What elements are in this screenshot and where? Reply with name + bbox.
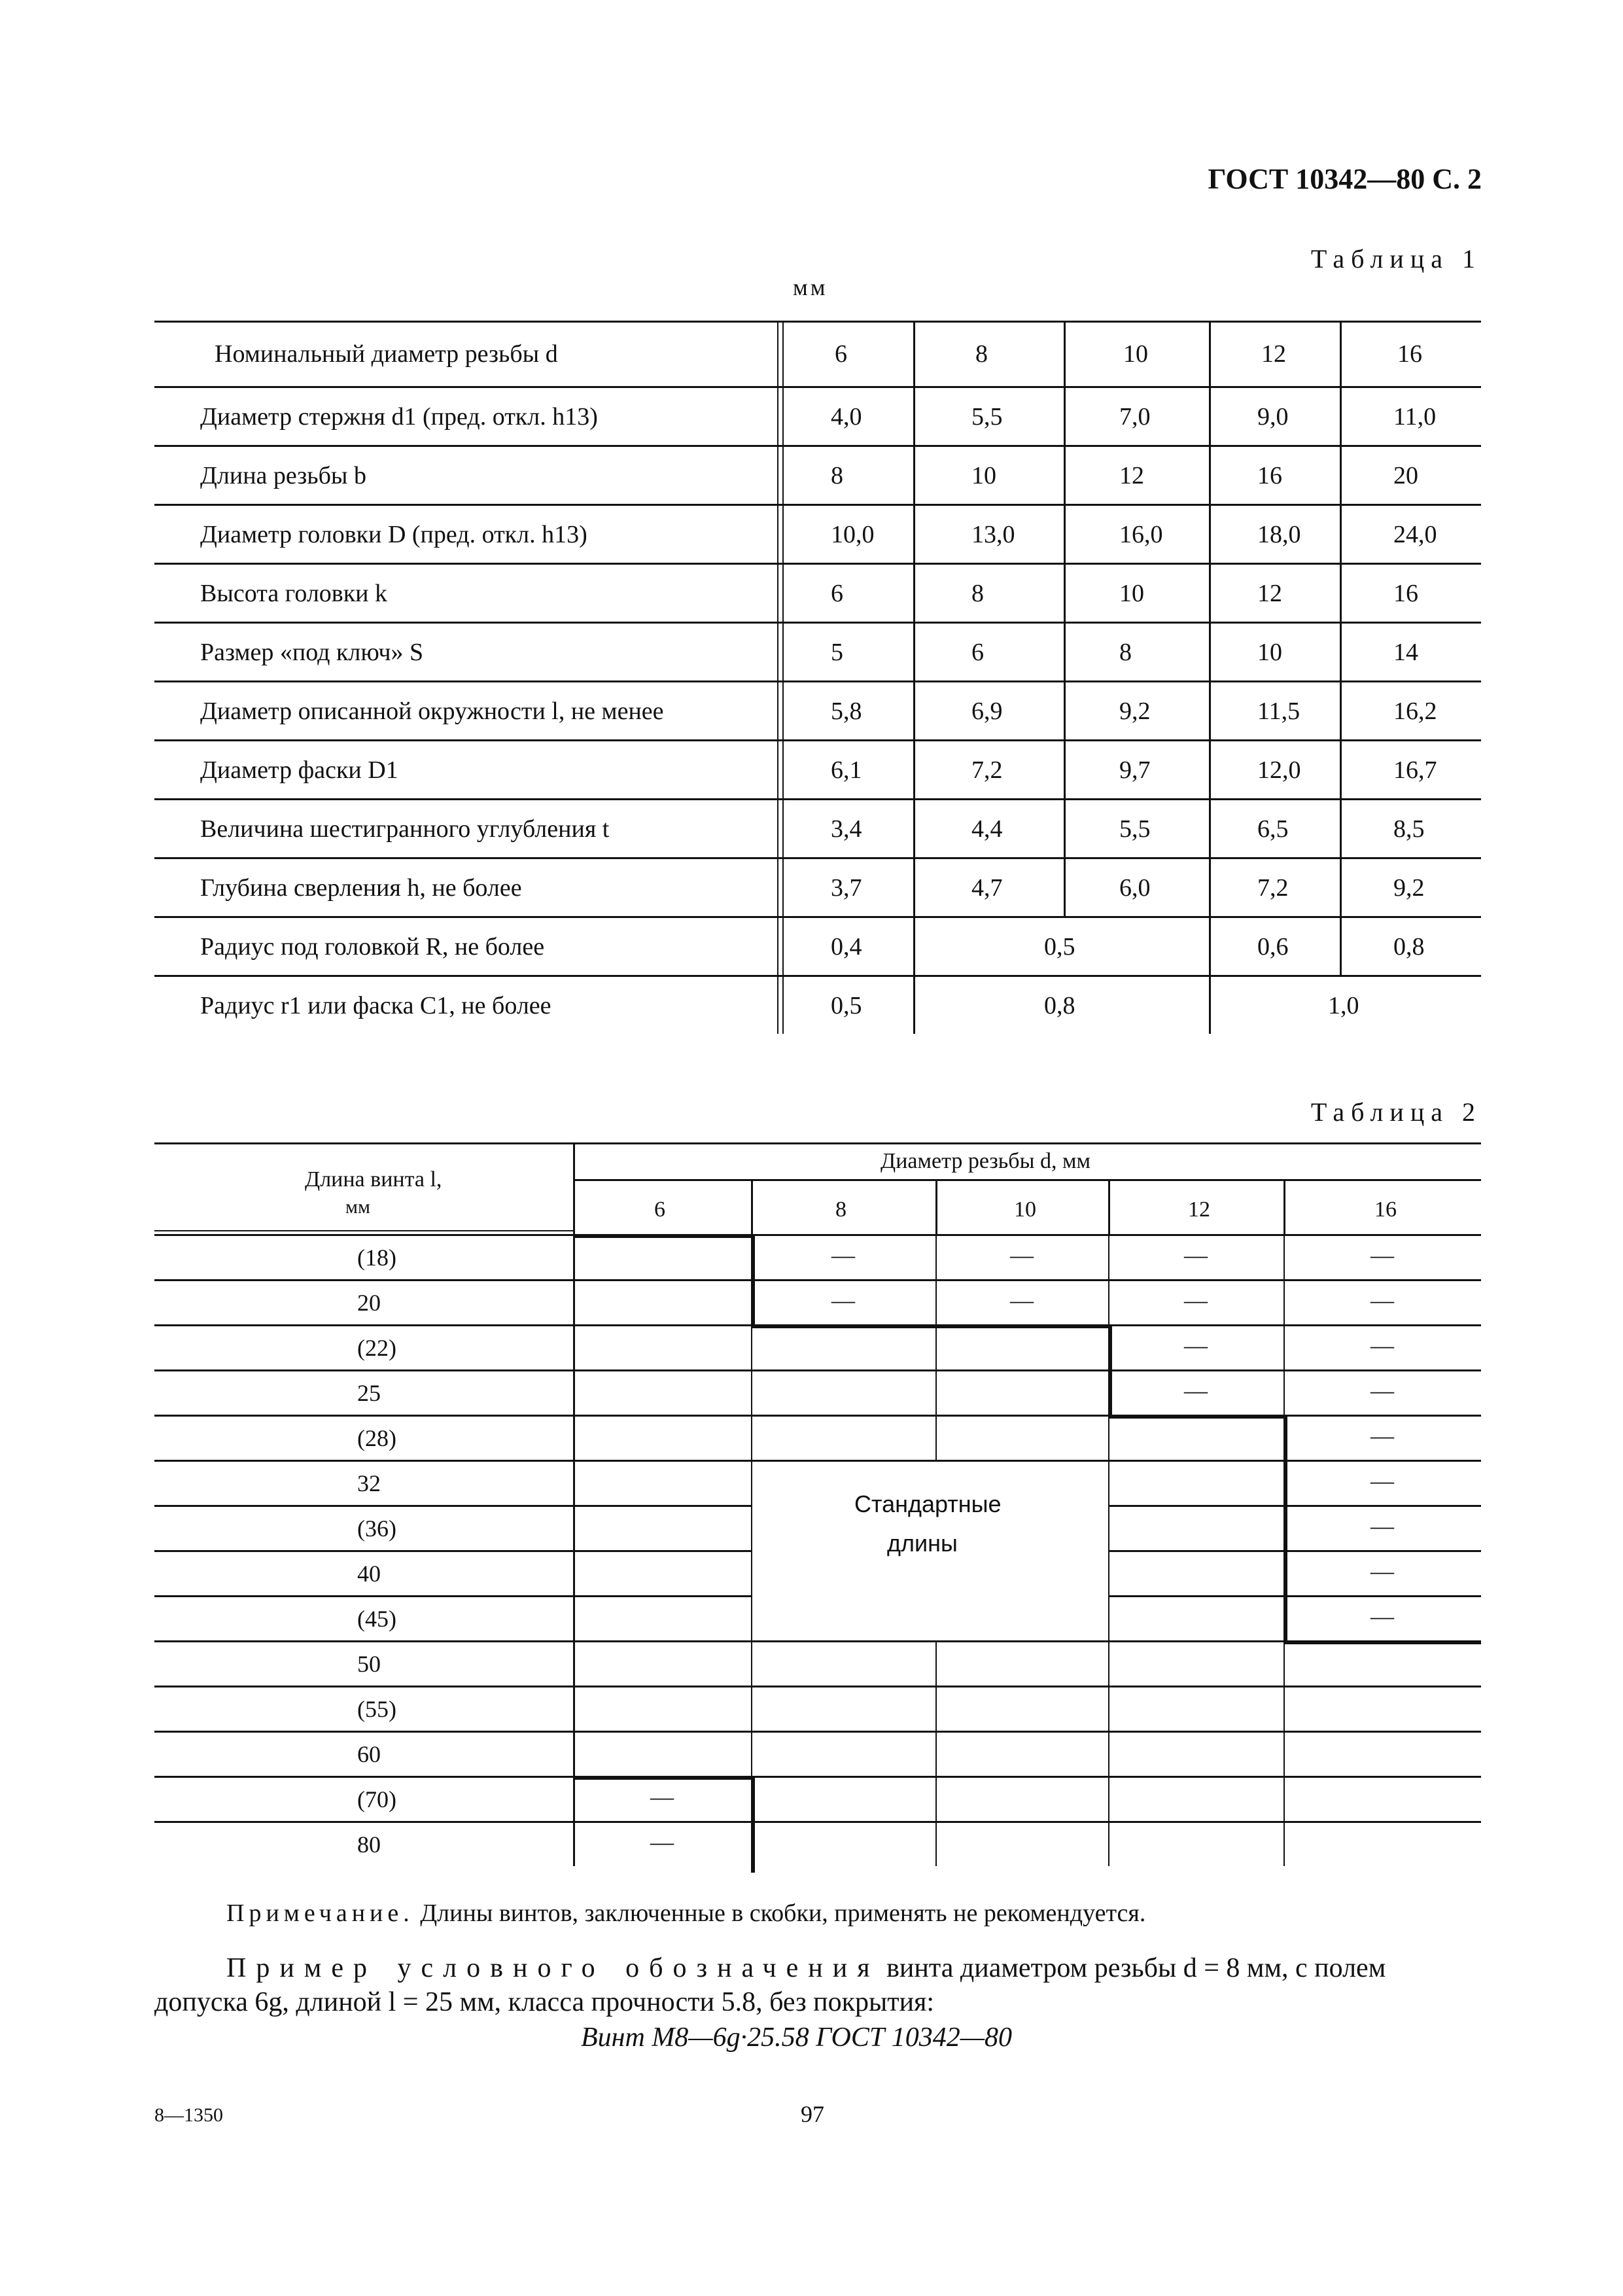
- table1-row-label: Высота головки k: [200, 580, 388, 607]
- table1-cell: 12: [1119, 462, 1144, 489]
- table1-cell: 6,5: [1257, 815, 1289, 843]
- table2-dash: —: [1370, 1332, 1394, 1358]
- table1-cell: 9,0: [1257, 403, 1289, 431]
- table2-head-col-rule: [935, 1179, 937, 1234]
- table2-row-rule: [573, 1415, 1481, 1417]
- table1-cell: 7,0: [1119, 403, 1151, 431]
- table1-cell: 8: [831, 462, 843, 489]
- table2-stair-rule: [573, 1776, 755, 1780]
- example-line-2: допуска 6g, длиной l = 25 мм, класса прочности 5.8, без покрытия:: [154, 1987, 935, 2017]
- table2: [154, 1142, 1481, 1888]
- table1-head-label: Номинальный диаметр резьбы d: [215, 340, 558, 368]
- table1-cell: 5,5: [1119, 815, 1151, 843]
- table2-row-rule: [573, 1369, 1481, 1371]
- example-word-2: условного: [397, 1953, 605, 1983]
- table1-divider: [782, 321, 784, 1034]
- table1-cell: 0,5: [831, 992, 862, 1019]
- table1-row-rule: [154, 857, 1481, 859]
- table1-cell: 14: [1393, 639, 1418, 666]
- table1-cell: 24,0: [1393, 521, 1437, 548]
- table1-cell: 12: [1257, 580, 1282, 607]
- table2-col-rule: [935, 1234, 937, 1460]
- table1-cell: 6,0: [1119, 874, 1151, 902]
- table1-cell: 13,0: [971, 521, 1015, 548]
- table1-row-label: Длина резьбы b: [200, 462, 366, 489]
- document-header: ГОСТ 10342—80 С. 2: [1208, 163, 1482, 195]
- table2-head-col-rule: [1283, 1179, 1285, 1234]
- table1-row-label: Диаметр фаски D1: [200, 756, 398, 784]
- table1-cell: 6,9: [971, 698, 1003, 725]
- table1-cell: 0,4: [831, 933, 862, 961]
- table1-row-label: Радиус r1 или фаска C1, не более: [200, 992, 551, 1019]
- note-text: Длины винтов, заключенные в скобки, применять не рекомендуется.: [420, 1899, 1146, 1927]
- table2-stair-rule: [751, 1776, 755, 1873]
- table1-cell: 1,0: [1328, 992, 1359, 1019]
- table1-cell: 6,1: [831, 756, 862, 784]
- table1: [154, 321, 1481, 1040]
- table2-row-rule: [154, 1821, 573, 1823]
- table2-stair-rule: [573, 1234, 755, 1238]
- table1-cell: 7,2: [971, 756, 1003, 784]
- table2-length: (45): [357, 1606, 396, 1632]
- table1-row-rule: [154, 975, 1481, 977]
- table1-unit: мм: [793, 274, 828, 300]
- table2-head-diameter: 16: [1374, 1197, 1397, 1222]
- table2-length: 50: [357, 1651, 381, 1677]
- table1-col-rule: [1064, 321, 1066, 916]
- table2-row-rule: [154, 1279, 573, 1281]
- table2-dash: —: [1184, 1287, 1208, 1313]
- table1-cell: 10,0: [831, 521, 875, 548]
- table2-row-rule: [154, 1550, 573, 1552]
- table2-row-rule: [573, 1821, 1481, 1823]
- table2-length: 60: [357, 1741, 381, 1767]
- table2-row-rule: [154, 1324, 573, 1326]
- table1-row-rule: [154, 386, 1481, 388]
- table1-cell: 11,0: [1393, 403, 1437, 431]
- table2-length: 80: [357, 1831, 381, 1858]
- table1-row-label: Диаметр описанной окружности l, не менее: [200, 698, 664, 725]
- table1-cell: 3,4: [831, 815, 862, 843]
- table1-row-rule: [154, 445, 1481, 447]
- table1-divider: [777, 321, 778, 1034]
- table2-row-rule: [1108, 1505, 1481, 1507]
- table2-length-label: Длина винта l,: [305, 1167, 442, 1192]
- table2-row-rule: [1108, 1550, 1481, 1552]
- note: [226, 1899, 1145, 1928]
- table1-col-rule: [1209, 916, 1211, 975]
- table1-cell: 16,2: [1393, 698, 1437, 725]
- table2-head-col-rule: [1108, 1179, 1110, 1234]
- table2-row-rule: [154, 1686, 573, 1687]
- table2-col-rule: [751, 1234, 752, 1866]
- table2-col-rule: [935, 1640, 937, 1866]
- table1-cell: 6: [831, 580, 843, 607]
- table2-head-diameter: 8: [835, 1197, 846, 1222]
- table1-cell: 0,8: [1393, 933, 1425, 961]
- table1-row-rule: [154, 739, 1481, 741]
- table2-row-rule: [573, 1686, 1481, 1687]
- table1-col-rule: [1340, 916, 1342, 975]
- table2-row-rule: [154, 1415, 573, 1417]
- table2-row-rule: [154, 1460, 573, 1462]
- table2-length: 40: [357, 1561, 381, 1587]
- table1-cell: 16,7: [1393, 756, 1437, 784]
- table1-top-rule: [154, 321, 1481, 323]
- table1-col-rule: [1209, 975, 1211, 1034]
- table2-length-unit: мм: [345, 1196, 370, 1218]
- table1-row-label: Глубина сверления h, не более: [200, 874, 522, 902]
- example-designation: Винт М8—6g·25.58 ГОСТ 10342—80: [581, 2022, 1013, 2053]
- table2-dash: —: [1370, 1558, 1394, 1584]
- table1-head-diameter: 10: [1123, 340, 1148, 368]
- table2-dash: —: [1184, 1332, 1208, 1358]
- table1-cell: 5,5: [971, 403, 1003, 431]
- table1-cell: 10: [1119, 580, 1144, 607]
- table1-cell: 9,7: [1119, 756, 1151, 784]
- table2-row-rule: [154, 1731, 573, 1733]
- table2-dash: —: [831, 1242, 855, 1268]
- table1-cell: 4,7: [971, 874, 1003, 902]
- table2-dash: —: [1370, 1242, 1394, 1268]
- table1-cell: 0,5: [1044, 933, 1075, 961]
- table2-stair-rule: [1283, 1640, 1481, 1644]
- table1-cell: 8: [1119, 639, 1132, 666]
- table2-row-rule: [154, 1640, 573, 1642]
- table2-length: (22): [357, 1335, 396, 1361]
- table1-caption: Таблица 1: [1310, 244, 1482, 274]
- example-line-1: [226, 1952, 1386, 1984]
- table2-row-rule: [154, 1505, 573, 1507]
- table2-dash: —: [1010, 1287, 1034, 1313]
- table2-dash: —: [1370, 1468, 1394, 1494]
- table1-cell: 10: [1257, 639, 1282, 666]
- table1-cell: 3,7: [831, 874, 862, 902]
- table1-cell: 16,0: [1119, 521, 1163, 548]
- table2-length: 32: [357, 1470, 381, 1496]
- table1-cell: 16: [1393, 580, 1418, 607]
- table2-diam-label: Диаметр резьбы d, мм: [881, 1149, 1091, 1173]
- table2-dash: —: [1184, 1242, 1208, 1268]
- table2-row-rule: [573, 1279, 1481, 1281]
- table2-dash: —: [1370, 1287, 1394, 1313]
- table1-cell: 0,8: [1044, 992, 1075, 1019]
- table1-cell: 7,2: [1257, 874, 1289, 902]
- table2-dash: —: [650, 1829, 674, 1855]
- table1-cell: 5: [831, 639, 843, 666]
- table2-row-rule: [1108, 1595, 1481, 1597]
- table1-head-diameter: 8: [975, 340, 988, 368]
- table1-col-rule: [1209, 321, 1211, 916]
- table1-row-rule: [154, 916, 1481, 918]
- table2-length: (55): [357, 1696, 396, 1722]
- table2-dash: —: [1370, 1377, 1394, 1404]
- example-word-3: обозначения: [625, 1953, 880, 1983]
- table2-row-rule: [154, 1776, 573, 1778]
- table2-row-rule: [154, 1595, 573, 1597]
- table1-cell: 4,4: [971, 815, 1003, 843]
- table1-cell: 5,8: [831, 698, 862, 725]
- table1-cell: 4,0: [831, 403, 862, 431]
- table2-top-rule: [154, 1142, 1481, 1144]
- table2-head-diameter: 10: [1014, 1197, 1036, 1222]
- table2-head-bottom-rule: [154, 1234, 1481, 1236]
- table1-row-rule: [154, 622, 1481, 624]
- table1-cell: 20: [1393, 462, 1418, 489]
- table2-row-rule: [154, 1369, 573, 1371]
- table2-length: (36): [357, 1515, 396, 1542]
- table1-col-rule: [913, 975, 915, 1034]
- table2-head-rule: [573, 1179, 1481, 1181]
- table1-col-rule: [913, 321, 915, 916]
- table2-stair-rule: [751, 1234, 755, 1324]
- table2-length: (18): [357, 1245, 396, 1271]
- table1-head-diameter: 12: [1261, 340, 1286, 368]
- table1-col-rule: [913, 916, 915, 975]
- table2-stair-rule: [751, 1324, 1112, 1328]
- table2-dash: —: [1010, 1242, 1034, 1268]
- table1-cell: 11,5: [1257, 698, 1300, 725]
- table2-head-col-rule: [751, 1179, 753, 1234]
- table1-head-diameter: 16: [1397, 340, 1422, 368]
- example-word-1: Пример: [226, 1953, 377, 1983]
- footer-code: 8—1350: [154, 2104, 223, 2126]
- table2-region-label: Стандартные: [854, 1491, 1002, 1517]
- table1-row-label: Размер «под ключ» S: [200, 639, 424, 666]
- table2-dash: —: [831, 1287, 855, 1313]
- table1-row-rule: [154, 504, 1481, 506]
- table2-stair-rule: [1108, 1415, 1287, 1419]
- page-number: 97: [801, 2101, 824, 2127]
- table1-cell: 9,2: [1119, 698, 1151, 725]
- table1-row-rule: [154, 798, 1481, 800]
- table2-head-diameter: 6: [654, 1197, 665, 1222]
- note-prefix: Примечание.: [226, 1899, 414, 1927]
- example-line1-rest: винта диаметром резьбы d = 8 мм, с полем: [886, 1953, 1386, 1983]
- table2-row-rule: [573, 1460, 1481, 1462]
- table2-region-label: длины: [887, 1530, 958, 1557]
- table2-caption: Таблица 2: [1310, 1097, 1482, 1127]
- table1-head-diameter: 6: [835, 340, 847, 368]
- table1-row-label: Диаметр стержня d1 (пред. откл. h13): [200, 403, 598, 431]
- table1-row-rule: [154, 680, 1481, 682]
- table1-cell: 9,2: [1393, 874, 1425, 902]
- table1-cell: 16: [1257, 462, 1282, 489]
- table2-row-rule: [573, 1505, 751, 1507]
- table1-cell: 8: [971, 580, 984, 607]
- table1-cell: 12,0: [1257, 756, 1301, 784]
- table2-dash: —: [1370, 1513, 1394, 1539]
- table2-length: (70): [357, 1786, 396, 1812]
- table1-cell: 0,6: [1257, 933, 1289, 961]
- table1-row-label: Диаметр головки D (пред. откл. h13): [200, 521, 587, 548]
- table2-length: (28): [357, 1425, 396, 1451]
- table1-cell: 10: [971, 462, 996, 489]
- table2-length: 20: [357, 1290, 381, 1316]
- table2-dash: —: [1370, 1422, 1394, 1449]
- table2-label-divider: [573, 1142, 575, 1866]
- table1-row-label: Величина шестигранного углубления t: [200, 815, 610, 843]
- table2-dash: —: [650, 1784, 674, 1810]
- table2-dash: —: [1184, 1377, 1208, 1404]
- table2-head-double-rule: [154, 1230, 573, 1231]
- table2-stair-rule: [1283, 1415, 1287, 1640]
- table2-length: 25: [357, 1380, 381, 1406]
- table2-row-rule: [573, 1731, 1481, 1733]
- table1-cell: 18,0: [1257, 521, 1301, 548]
- table2-dash: —: [1370, 1603, 1394, 1629]
- table1-cell: 6: [971, 639, 984, 666]
- table2-row-rule: [573, 1550, 751, 1552]
- table1-row-label: Радиус под головкой R, не более: [200, 933, 545, 961]
- table2-head-diameter: 12: [1188, 1197, 1210, 1222]
- table2-stair-rule: [1108, 1324, 1112, 1415]
- table1-row-rule: [154, 563, 1481, 565]
- table1-col-rule: [1340, 321, 1342, 916]
- table2-row-rule: [573, 1595, 751, 1597]
- table1-cell: 8,5: [1393, 815, 1425, 843]
